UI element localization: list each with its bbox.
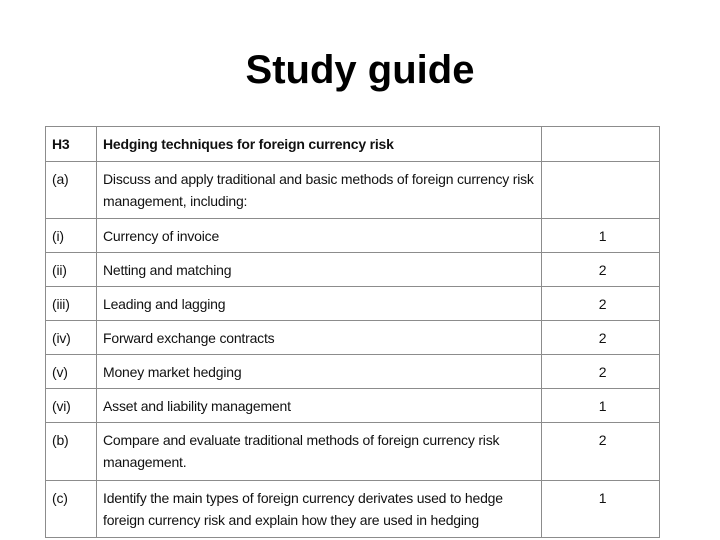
row-description: Hedging techniques for foreign currency risk xyxy=(97,127,542,162)
row-code: (c) xyxy=(46,481,97,538)
row-code: (iii) xyxy=(46,287,97,321)
row-code: (i) xyxy=(46,219,97,253)
row-level: 1 xyxy=(542,481,660,538)
row-level xyxy=(542,162,660,219)
row-description: Netting and matching xyxy=(97,253,542,287)
row-code: (ii) xyxy=(46,253,97,287)
table-row xyxy=(46,481,660,538)
row-code: (a) xyxy=(46,162,97,219)
row-description: Leading and lagging xyxy=(97,287,542,321)
row-code: (vi) xyxy=(46,389,97,423)
table-row xyxy=(46,127,660,162)
table-row xyxy=(46,423,660,481)
row-level: 2 xyxy=(542,423,660,481)
table-row xyxy=(46,162,660,219)
row-code: H3 xyxy=(46,127,97,162)
table-row xyxy=(46,219,660,253)
row-description: Money market hedging xyxy=(97,355,542,389)
row-level: 2 xyxy=(542,321,660,355)
table-row xyxy=(46,287,660,321)
row-description: Compare and evaluate traditional methods of foreign currency risk management. xyxy=(97,423,542,481)
table-row xyxy=(46,355,660,389)
slide-title: Study guide xyxy=(245,48,475,92)
table-row xyxy=(46,253,660,287)
row-level: 1 xyxy=(542,389,660,423)
table-row xyxy=(46,389,660,423)
row-description: Discuss and apply traditional and basic methods of foreign currency risk management, including: xyxy=(97,162,542,219)
study-guide-table xyxy=(45,126,660,538)
row-code: (v) xyxy=(46,355,97,389)
row-level: 1 xyxy=(542,219,660,253)
row-description: Forward exchange contracts xyxy=(97,321,542,355)
row-level: 2 xyxy=(542,287,660,321)
row-code: (iv) xyxy=(46,321,97,355)
row-level xyxy=(542,127,660,162)
row-description: Identify the main types of foreign currency derivates used to hedge foreign currency risk and explain how they are used in hedging xyxy=(97,481,542,538)
row-level: 2 xyxy=(542,355,660,389)
row-code: (b) xyxy=(46,423,97,481)
row-description: Currency of invoice xyxy=(97,219,542,253)
table-row xyxy=(46,321,660,355)
row-description: Asset and liability management xyxy=(97,389,542,423)
row-level: 2 xyxy=(542,253,660,287)
